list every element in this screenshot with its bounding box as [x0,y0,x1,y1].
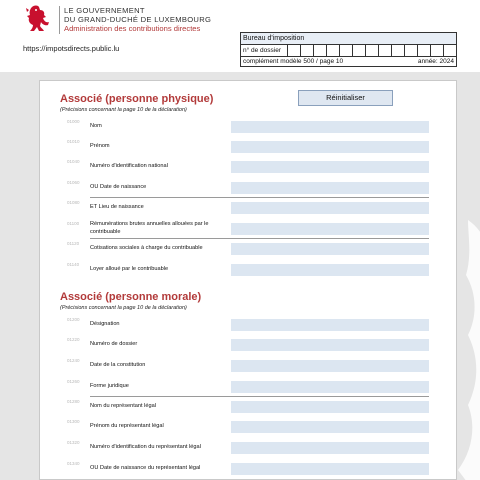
dossier-digit-field[interactable] [405,45,418,56]
dossier-digit-field[interactable] [353,45,366,56]
rep-firstname-input[interactable] [231,421,429,433]
field-label-nom: Nom [90,123,102,129]
section-title-moral: Associé (personne morale) [60,291,202,303]
field-code: 01340 [67,461,80,466]
dossier-digit-field[interactable] [444,45,456,56]
dossier-digit-field[interactable] [366,45,379,56]
field-label-birth-place: ET Lieu de naissance [90,204,144,210]
field-code: 01100 [67,221,80,226]
header [0,0,480,72]
government-title [64,6,211,33]
field-code: 01140 [67,262,80,267]
office-box [240,32,457,67]
dossier-digit-field[interactable] [392,45,405,56]
birth-place-input[interactable] [231,202,429,214]
field-label-birth-date: OU Date de naissance [90,184,147,190]
dossier-digit-field[interactable] [314,45,327,56]
separator [90,238,429,239]
form-reference: complément modèle 500 / page 10 [243,58,344,65]
field-code: 01010 [67,139,80,144]
field-code: 01120 [67,241,80,246]
tax-year: année: 2024 [417,58,454,65]
dossier-digit-field[interactable] [379,45,392,56]
field-code: 01320 [67,440,80,445]
birth-date-input[interactable] [231,182,429,194]
dossier-digit-field[interactable] [431,45,444,56]
field-code: 01240 [67,358,80,363]
field-label-rep-id: Numéro d'identification du représentant légal [90,444,201,450]
field-code: 01300 [67,419,80,424]
rep-id-input[interactable] [231,442,429,454]
cotisations-input[interactable] [231,243,429,255]
rep-name-input[interactable] [231,401,429,413]
separator [90,396,429,397]
loyer-input[interactable] [231,264,429,276]
field-code: 01220 [67,337,80,342]
field-label-constitution-date: Date de la constitution [90,362,146,368]
field-label-national-id: Numéro d'identification national [90,163,168,169]
field-code: 01080 [67,200,80,205]
section-title-physical: Associé (personne physique) [60,93,214,105]
constitution-date-input[interactable] [231,360,429,372]
dossier-number-row [241,45,456,57]
remunerations-input[interactable] [231,223,429,235]
dossier-digit-field[interactable] [327,45,340,56]
section-subtitle-physical: (Précisions concernant la page 10 de la déclaration) [60,107,187,113]
field-label-cotisations: Cotisations sociales à charge du contribuable [90,245,203,251]
header-divider [59,6,60,34]
form-reference-row [241,57,456,67]
national-id-input[interactable] [231,161,429,173]
rep-birth-date-input[interactable] [231,463,429,475]
site-url[interactable]: https://impotsdirects.public.lu [23,44,120,53]
prenom-input[interactable] [231,141,429,153]
legal-form-input[interactable] [231,381,429,393]
section-subtitle-moral: (Précisions concernant la page 10 de la déclaration) [60,305,187,311]
dossier-digit-field[interactable] [301,45,314,56]
red-lion-icon [24,4,52,34]
dossier-digit-field[interactable] [418,45,431,56]
field-label-prenom: Prénom [90,143,110,149]
field-label-rep-firstname: Prénom du représentant légal [90,423,164,429]
dossier-number-input[interactable] [231,339,429,351]
field-label-legal-form: Forme juridique [90,383,129,389]
gov-admin: Administration des contributions directes [64,24,201,33]
separator [90,197,429,198]
dossier-digit-field[interactable] [340,45,353,56]
reset-button[interactable]: Réinitialiser [298,90,393,106]
dossier-label: n° de dossier [241,45,288,56]
field-code: 01200 [67,317,80,322]
field-code: 01060 [67,180,80,185]
field-code: 01040 [67,159,80,164]
field-label-loyer: Loyer alloué par le contribuable [90,266,169,272]
gov-line2: DU GRAND-DUCHÉ DE LUXEMBOURG [64,15,212,24]
nom-input[interactable] [231,121,429,133]
designation-input[interactable] [231,319,429,331]
field-label-rep-birth-date: OU Date de naissance du représentant légal [90,465,201,471]
field-label-dossier-number: Numéro de dossier [90,341,138,347]
field-label-rep-name: Nom du représentant légal [90,403,156,409]
field-label-designation: Désignation [90,321,120,327]
field-code: 01260 [67,379,80,384]
dossier-digit-field[interactable] [288,45,301,56]
bureau-imposition-field[interactable]: Bureau d'imposition [241,33,456,45]
form-panel [39,80,457,480]
gov-line1: LE GOUVERNEMENT [64,6,145,15]
field-code: 01280 [67,399,80,404]
field-code: 01000 [67,119,80,124]
field-label-remunerations: Rémunérations brutes annuelles allouées par le contribuable [90,221,209,235]
